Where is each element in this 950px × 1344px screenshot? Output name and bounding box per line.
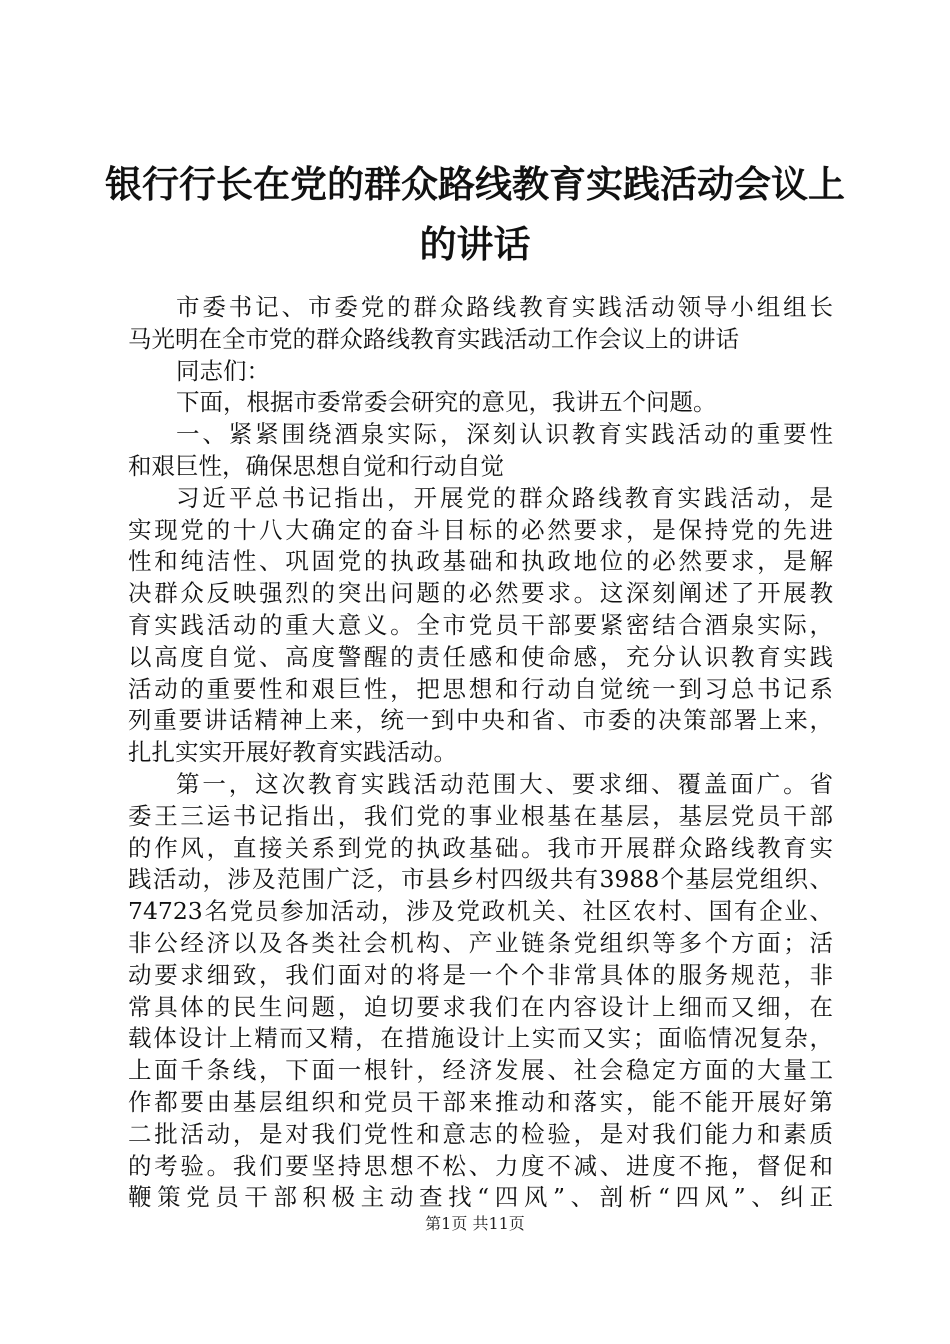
body-line: 性和纯洁性、巩固党的执政基础和执政地位的必然要求，是解 xyxy=(128,547,833,576)
body-line: 市委书记、市委党的群众路线教育实践活动领导小组组长 xyxy=(176,293,833,321)
body-line: 动要求细致，我们面对的将是一个个非常具体的服务规范，非 xyxy=(128,960,833,989)
body-line: 的考验。我们要坚持思想不松、力度不减、进度不拖，督促和 xyxy=(128,1151,833,1180)
body-line: 非公经济以及各类社会机构、产业链条党组织等多个方面；活 xyxy=(128,928,833,957)
document-body xyxy=(128,292,833,1214)
body-line: 二批活动，是对我们党性和意志的检验，是对我们能力和素质 xyxy=(128,1119,833,1148)
body-line: 实现党的十八大确定的奋斗目标的必然要求，是保持党的先进 xyxy=(128,515,833,544)
body-line: 鞭策党员干部积极主动查找“四风”、剖析“四风”、纠正 xyxy=(128,1183,833,1212)
body-line: 常具体的民生问题，迫切要求我们在内容设计上细而又细，在 xyxy=(128,992,833,1021)
body-line: 一、紧紧围绕酒泉实际，深刻认识教育实践活动的重要性 xyxy=(176,420,833,449)
body-line: 载体设计上精而又精，在措施设计上实而又实；面临情况复杂， xyxy=(128,1024,833,1053)
body-line: 和艰巨性，确保思想自觉和行动自觉 xyxy=(128,451,504,480)
body-line: 下面，根据市委常委会研究的意见，我讲五个问题。 xyxy=(176,388,717,417)
body-line: 上面千条线，下面一根针，经济发展、社会稳定方面的大量工 xyxy=(128,1056,833,1085)
body-line: 马光明在全市党的群众路线教育实践活动工作会议上的讲话 xyxy=(128,324,739,353)
body-line: 作都要由基层组织和党员干部来推动和落实，能不能开展好第 xyxy=(128,1087,833,1116)
body-line: 的作风，直接关系到党的执政基础。我市开展群众路线教育实 xyxy=(128,833,833,862)
body-line: 列重要讲话精神上来，统一到中央和省、市委的决策部署上来， xyxy=(128,706,833,735)
body-line: 活动的重要性和艰巨性，把思想和行动自觉统一到习总书记系 xyxy=(128,674,833,703)
body-line: 以高度自觉、高度警醒的责任感和使命感，充分认识教育实践 xyxy=(128,642,833,671)
page-number-footer: 第1页 共11页 xyxy=(425,1214,525,1233)
body-line: 同志们： xyxy=(176,356,270,385)
body-line: 74723名党员参加活动，涉及党政机关、社区农村、国有企业、 xyxy=(128,897,833,926)
document-title-line-1: 银行行长在党的群众路线教育实践活动会议上 xyxy=(105,162,845,206)
body-line: 第一，这次教育实践活动范围大、要求细、覆盖面广。省 xyxy=(176,769,833,798)
body-line: 习近平总书记指出，开展党的群众路线教育实践活动，是 xyxy=(176,483,833,512)
body-line: 扎扎实实开展好教育实践活动。 xyxy=(128,738,457,767)
body-line: 委王三运书记指出，我们党的事业根基在基层，基层党员干部 xyxy=(128,801,833,830)
document-title-line-2: 的讲话 xyxy=(419,222,531,266)
body-line: 育实践活动的重大意义。全市党员干部要紧密结合酒泉实际， xyxy=(128,610,833,639)
body-line: 决群众反映强烈的突出问题的必然要求。这深刻阐述了开展教 xyxy=(128,579,833,608)
body-line: 践活动，涉及范围广泛，市县乡村四级共有3988个基层党组织、 xyxy=(128,865,833,894)
